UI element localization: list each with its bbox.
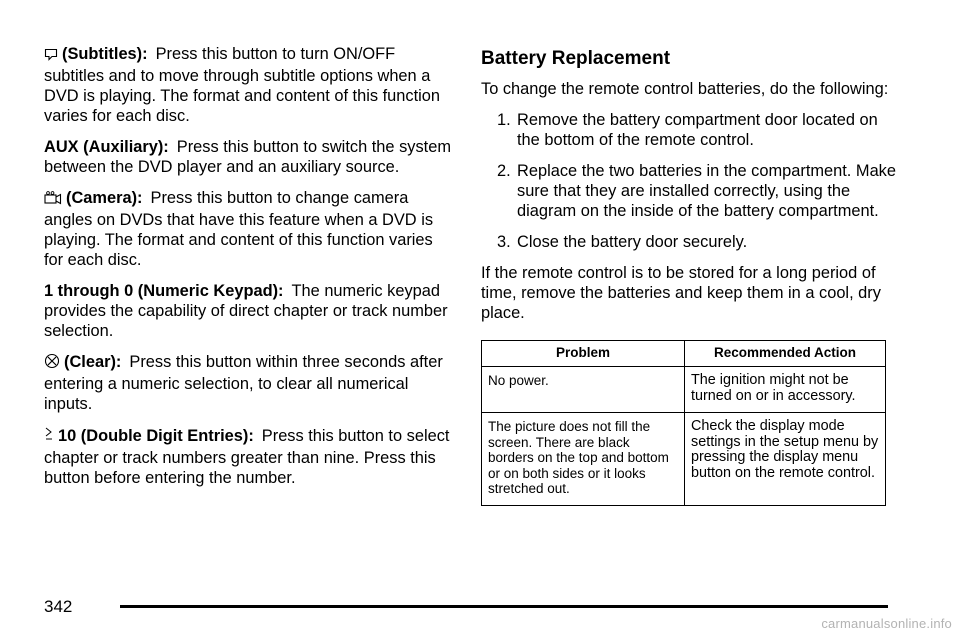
step-number: 3. bbox=[497, 233, 511, 251]
step-number: 1. bbox=[497, 111, 511, 129]
entry-numeric-keypad bbox=[44, 281, 454, 341]
entry-term: (Subtitles): bbox=[62, 45, 148, 63]
step-number: 2. bbox=[497, 162, 511, 180]
table-header-row bbox=[482, 341, 886, 367]
entry-subtitles bbox=[44, 44, 454, 126]
section-heading: Battery Replacement bbox=[481, 48, 671, 69]
step-text: Replace the two batteries in the compartment. Make sure that they are installed correctly, using the diagram on the inside of the battery compartment. bbox=[517, 162, 896, 220]
entry-text: Press this button to switch the system between the DVD player and an auxiliary source. bbox=[44, 138, 451, 176]
entry-text: Press this button within three seconds after entering a numeric selection, to clear all numerical inputs. bbox=[44, 353, 443, 413]
table-row bbox=[482, 413, 886, 506]
double-digit-icon bbox=[44, 425, 54, 448]
entry-text: The numeric keypad provides the capability of direct chapter or track number selection. bbox=[44, 282, 448, 340]
entry-term: (Camera): bbox=[66, 189, 143, 207]
intro-paragraph: To change the remote control batteries, do the following: bbox=[481, 80, 889, 98]
entry-text: Press this button to turn ON/OFF subtitles and to move through subtitle options when a DVD is playing. The format and content of this function varies for each disc. bbox=[44, 45, 441, 125]
watermark: carmanualsonline.info bbox=[821, 616, 952, 631]
table-cell: The ignition might not be turned on or in accessory. bbox=[685, 367, 886, 413]
entry-term: AUX (Auxiliary): bbox=[44, 138, 169, 156]
entry-aux bbox=[44, 137, 454, 177]
clear-icon bbox=[44, 353, 60, 374]
steps-list bbox=[481, 110, 901, 252]
troubleshooting-table bbox=[481, 340, 886, 506]
table-cell: No power. bbox=[482, 367, 685, 413]
page-number: 342 bbox=[44, 597, 73, 616]
subtitles-icon bbox=[44, 46, 58, 66]
step-text: Remove the battery compartment door located on the bottom of the remote control. bbox=[517, 111, 878, 149]
table-cell: The picture does not fill the screen. There are black borders on the top and bottom or on both sides or it looks stretched out. bbox=[482, 413, 685, 506]
table-row bbox=[482, 367, 886, 413]
step-text: Close the battery door securely. bbox=[517, 233, 748, 251]
entry-term: 1 through 0 (Numeric Keypad): bbox=[44, 282, 284, 300]
footer-rule bbox=[120, 605, 888, 608]
camera-icon bbox=[44, 190, 62, 210]
entry-term: 10 (Double Digit Entries): bbox=[58, 427, 254, 445]
column-header-problem: Problem bbox=[482, 341, 685, 367]
entry-clear bbox=[44, 352, 454, 414]
entry-term: (Clear): bbox=[64, 353, 122, 371]
entry-double-digit bbox=[44, 425, 454, 488]
entry-camera bbox=[44, 188, 454, 270]
right-column bbox=[481, 44, 901, 506]
column-header-action: Recommended Action bbox=[685, 341, 886, 367]
list-item bbox=[481, 232, 901, 252]
entry-text: Press this button to select chapter or track numbers greater than nine. Press this button before entering the number. bbox=[44, 427, 450, 487]
closing-paragraph: If the remote control is to be stored for a long period of time, remove the batteries and keep them in a cool, dry place. bbox=[481, 264, 881, 322]
entry-text: Press this button to change camera angles on DVDs that have this feature when a DVD is playing. The format and content of this function varies for each disc. bbox=[44, 189, 434, 269]
table-cell: Check the display mode settings in the setup menu by pressing the display menu button on the remote control. bbox=[685, 413, 886, 506]
left-column bbox=[44, 44, 454, 499]
list-item bbox=[481, 161, 901, 221]
page-footer bbox=[44, 595, 888, 619]
list-item bbox=[481, 110, 901, 150]
